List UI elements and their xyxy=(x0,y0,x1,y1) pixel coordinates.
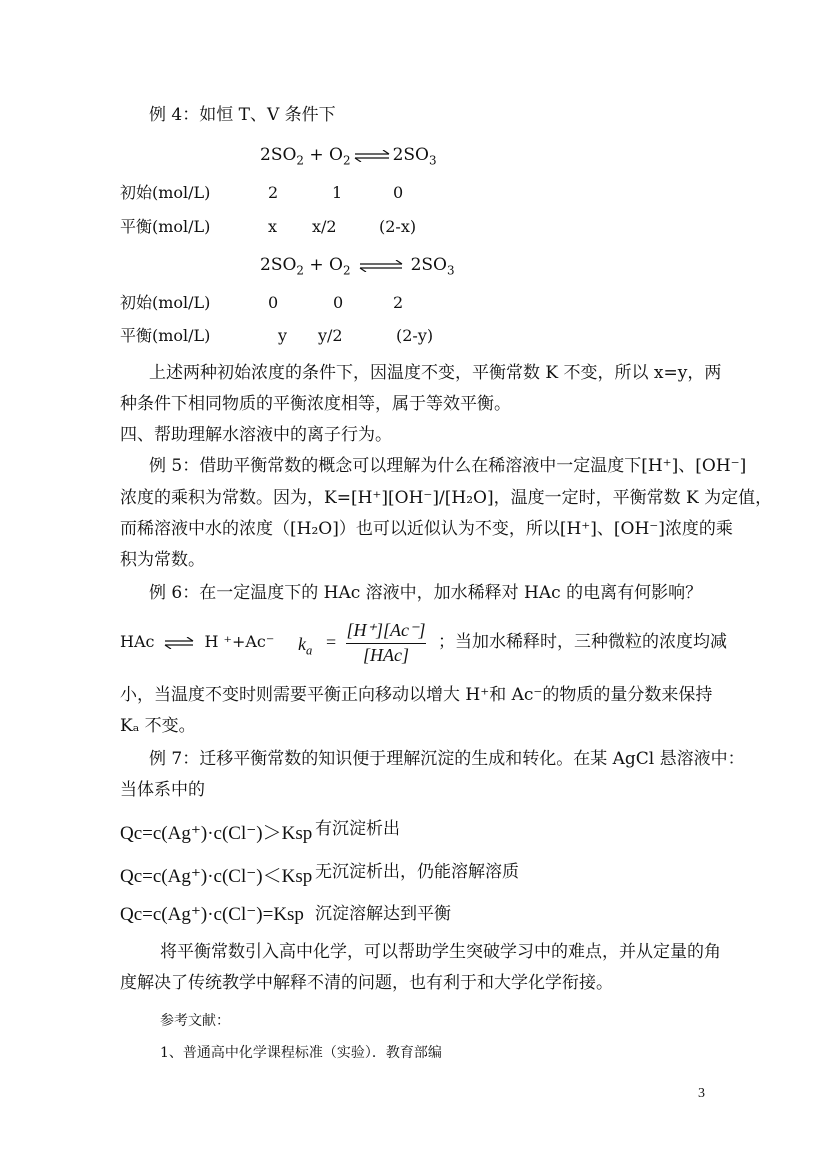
table2-eq-so2: y xyxy=(278,326,288,345)
table1-eq-so2: x xyxy=(268,217,278,236)
example5-line-1: 例 5：借助平衡常数的概念可以理解为什么在稀溶液中一定温度下[H⁺]、[OH⁻] xyxy=(149,456,747,476)
page-number: 3 xyxy=(698,1086,705,1101)
example5-line-4: 积为常数。 xyxy=(120,550,205,570)
example5-line-3: 而稀溶液中水的浓度（[H₂O]）也可以近似认为不变，所以[H⁺]、[OH⁻]浓度的乘 xyxy=(120,519,733,539)
table2-eq-o2: y/2 xyxy=(318,326,343,345)
ka-letter: k xyxy=(298,634,306,654)
equation-2-lhs: $2SO_2 + O_2$ xyxy=(260,255,351,278)
equilibrium-arrow-icon xyxy=(354,150,390,162)
table2-equilibrium-label: 平衡(mol/L) xyxy=(120,326,211,345)
example6-line-2: 小，当温度不变时则需要平衡正向移动以增大 H⁺和 Ac⁻的物质的量分数来保持 xyxy=(120,685,713,705)
table1-equilibrium-label: 平衡(mol/L) xyxy=(120,217,211,236)
example6-after-formula: ；当加水稀释时，三种微粒的浓度均减 xyxy=(438,632,727,652)
table1-eq-o2: x/2 xyxy=(312,217,337,236)
table1-initial-o2: 1 xyxy=(332,183,343,202)
reference-1: 1、普通高中化学课程标准（实验）．教育部编 xyxy=(160,1045,442,1061)
table1-initial-row xyxy=(120,183,620,203)
fraction-bar xyxy=(346,643,426,644)
solubility-condition-2-text: 无沉淀析出，仍能溶解溶质 xyxy=(315,862,519,882)
table2-eq-so3: (2-y) xyxy=(396,326,434,345)
ka-numerator: [H⁺][Ac⁻] xyxy=(346,620,426,640)
example7-line-2: 当体系中的 xyxy=(120,780,205,800)
equilibrium-arrow-icon xyxy=(359,260,403,272)
solubility-condition-1-formula: Qc=c(Ag⁺)·c(Cl⁻)＞Ksp xyxy=(120,823,313,844)
ka-denominator: [HAc] xyxy=(363,645,409,665)
table1-equilibrium-row xyxy=(120,217,620,237)
summary-line-2: 度解决了传统教学中解释不清的问题，也有利于和大学化学衔接。 xyxy=(120,973,613,993)
equation-1-rhs: $2SO_3$ xyxy=(392,145,437,168)
equation-2 xyxy=(260,255,455,280)
example7-line-1: 例 7：迁移平衡常数的知识便于理解沉淀的生成和转化。在某 AgCl 悬溶液中： xyxy=(149,749,745,769)
example5-line-2: 浓度的乘积为常数。因为，K=[H⁺][OH⁻]/[H₂O]，温度一定时，平衡常数 K 为定值， xyxy=(120,488,773,508)
table2-initial-o2: 0 xyxy=(333,293,344,312)
table2-initial-label: 初始(mol/L) xyxy=(120,293,211,312)
table1-initial-so3: 0 xyxy=(393,183,404,202)
table2-initial-so2: 0 xyxy=(268,293,279,312)
summary-line-1: 将平衡常数引入高中化学，可以帮助学生突破学习中的难点，并从定量的角 xyxy=(160,942,721,962)
solubility-condition-1-text: 有沉淀析出 xyxy=(315,819,400,839)
example6-eq-lhs: HAc xyxy=(120,632,155,651)
section-4-heading: 四、帮助理解水溶液中的离子行为。 xyxy=(120,425,392,445)
example6-line-3: Kₐ 不变。 xyxy=(120,716,196,736)
table2-equilibrium-row xyxy=(120,326,620,346)
table1-eq-so3: (2-x) xyxy=(379,217,417,236)
references-heading: 参考文献： xyxy=(160,1013,230,1029)
table2-initial-so3: 2 xyxy=(393,293,404,312)
equation-1 xyxy=(260,145,437,170)
example4-conclusion-line-2: 种条件下相同物质的平衡浓度相等，属于等效平衡。 xyxy=(120,394,511,414)
equation-2-rhs: $2SO_3$ xyxy=(410,255,455,278)
example6-question: 例 6：在一定温度下的 HAc 溶液中，加水稀释对 HAc 的电离有何影响？ xyxy=(149,583,703,603)
equation-1-lhs: $2SO_2 + O_2$ xyxy=(260,145,351,168)
equals-sign: = xyxy=(326,632,337,652)
example6-eq-rhs: H ⁺+Ac⁻ xyxy=(204,632,275,651)
example4-intro: 例 4：如恒 T、V 条件下 xyxy=(149,105,336,125)
equilibrium-arrow-icon xyxy=(164,637,194,649)
example6-ionization-equation xyxy=(120,632,274,652)
ka-symbol xyxy=(298,634,312,661)
table2-initial-row xyxy=(120,293,620,313)
solubility-condition-3-formula: Qc=c(Ag⁺)·c(Cl⁻)=Ksp xyxy=(120,904,304,925)
table1-initial-so2: 2 xyxy=(268,183,279,202)
ka-subscript: a xyxy=(306,643,313,658)
solubility-condition-2-formula: Qc=c(Ag⁺)·c(Cl⁻)＜Ksp xyxy=(120,866,313,887)
table1-initial-label: 初始(mol/L) xyxy=(120,183,211,202)
example4-conclusion-line-1: 上述两种初始浓度的条件下，因温度不变，平衡常数 K 不变，所以 x=y，两 xyxy=(149,363,722,383)
solubility-condition-3-text: 沉淀溶解达到平衡 xyxy=(315,904,451,924)
